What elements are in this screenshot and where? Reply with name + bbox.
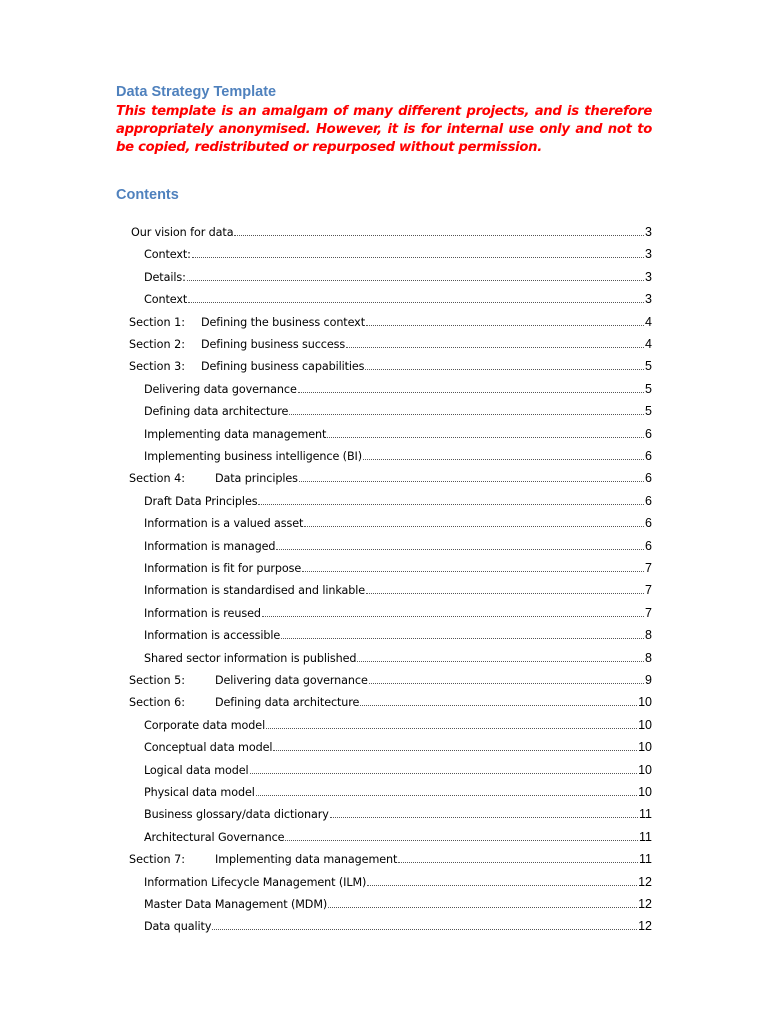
toc-entry-label: Defining business capabilities	[201, 360, 365, 374]
toc-entry-label: Information is reused	[144, 606, 261, 620]
toc-entry-label: Master Data Management (MDM)	[144, 898, 328, 911]
toc-entry[interactable]	[129, 667, 652, 687]
toc-page-number: 3	[645, 225, 652, 239]
toc-entry-label: Information is managed	[144, 539, 276, 553]
toc-dot-leader	[188, 301, 644, 303]
toc-entry-label: Information is a valued asset	[144, 517, 304, 531]
toc-page-number: 5	[645, 404, 652, 419]
toc-page-number: 7	[645, 561, 652, 575]
toc-page-number: 7	[645, 605, 652, 620]
toc-entry[interactable]	[144, 712, 652, 732]
toc-entry[interactable]	[144, 913, 652, 933]
toc-entry-label: Physical data model	[144, 786, 255, 799]
toc-dot-leader	[187, 279, 644, 281]
toc-entry-label: Data principles	[215, 472, 298, 486]
toc-page-number: 6	[645, 538, 652, 553]
toc-page-number: 8	[645, 650, 652, 665]
toc-entry[interactable]	[144, 421, 652, 441]
toc-dot-leader	[250, 772, 638, 774]
toc-entry[interactable]	[131, 219, 652, 239]
confidentiality-notice: This template is an amalgam of many different projects, and is therefore appropriately anonymised. However, it is for internal use only and not to be copied, redistributed or repurposed without permission.	[116, 104, 652, 155]
toc-entry[interactable]	[129, 689, 652, 709]
toc-page-number: 3	[645, 269, 652, 284]
toc-page-number: 5	[645, 359, 652, 374]
toc-dot-leader	[367, 884, 637, 886]
toc-page-number: 12	[638, 897, 652, 911]
toc-entry-label: Information is fit for purpose	[144, 562, 302, 575]
toc-entry-label: Defining data architecture	[215, 696, 360, 710]
toc-page-number: 10	[638, 762, 652, 777]
toc-section-number: Section 4:	[129, 472, 186, 486]
toc-entry[interactable]	[144, 824, 652, 844]
toc-entry[interactable]	[144, 398, 652, 418]
toc-dot-leader	[330, 816, 638, 818]
toc-dot-leader	[328, 906, 637, 908]
toc-dot-leader	[327, 436, 644, 438]
toc-dot-leader	[304, 525, 644, 527]
toc-entry-label: Implementing business intelligence (BI)	[144, 450, 362, 463]
toc-entry[interactable]	[144, 443, 652, 463]
toc-dot-leader	[302, 570, 644, 572]
toc-dot-leader	[276, 548, 644, 550]
toc-dot-leader	[299, 480, 644, 482]
toc-entry[interactable]	[144, 734, 652, 754]
toc-dot-leader	[366, 592, 644, 594]
toc-dot-leader	[363, 458, 644, 460]
toc-dot-leader	[357, 660, 644, 662]
toc-dot-leader	[365, 368, 644, 370]
toc-dot-leader	[258, 503, 644, 505]
toc-entry-label: Draft Data Principles	[144, 494, 258, 508]
toc-entry-label: Defining data architecture	[144, 405, 289, 419]
toc-entry[interactable]	[129, 309, 652, 329]
toc-dot-leader	[369, 682, 644, 684]
toc-entry[interactable]	[144, 555, 652, 575]
toc-entry-label: Logical data model	[144, 763, 249, 777]
toc-entry[interactable]	[144, 891, 652, 911]
toc-section-number: Section 6:	[129, 696, 186, 710]
toc-entry-label: Delivering data governance	[144, 382, 297, 396]
toc-dot-leader	[281, 637, 644, 639]
toc-entry-label: Defining business success	[201, 338, 346, 351]
toc-entry[interactable]	[144, 869, 652, 889]
toc-entry-label: Defining the business context	[201, 315, 365, 329]
toc-page-number: 11	[639, 829, 652, 844]
toc-dot-leader	[398, 861, 638, 863]
toc-entry-label: Conceptual data model	[144, 741, 273, 755]
toc-page-number: 5	[645, 381, 652, 396]
toc-page-number: 8	[645, 628, 652, 643]
toc-entry-label: Architectural Governance	[144, 830, 285, 844]
toc-entry[interactable]	[144, 600, 652, 620]
toc-entry[interactable]	[144, 241, 652, 261]
toc-page-number: 3	[645, 247, 652, 262]
toc-entry-label: Our vision for data	[131, 226, 234, 239]
toc-entry[interactable]	[129, 353, 652, 373]
toc-entry[interactable]	[144, 577, 652, 597]
toc-entry[interactable]	[144, 376, 652, 396]
toc-entry-label: Business glossary/data dictionary	[144, 808, 329, 822]
toc-entry[interactable]	[144, 488, 652, 508]
contents-heading: Contents	[116, 187, 179, 203]
toc-entry[interactable]	[144, 622, 652, 642]
toc-dot-leader	[212, 928, 637, 930]
toc-entry-label: Implementing data management	[144, 427, 327, 441]
toc-section-number: Section 1:	[129, 315, 186, 329]
toc-dot-leader	[366, 324, 644, 326]
toc-dot-leader	[289, 413, 644, 415]
toc-entry-label: Context	[144, 293, 188, 307]
toc-entry-label: Details:	[144, 270, 186, 284]
toc-page-number: 6	[645, 493, 652, 508]
toc-section-number: Section 7:	[129, 853, 186, 867]
toc-section-number: Section 3:	[129, 360, 186, 374]
toc-page-number: 10	[638, 695, 652, 710]
toc-page-number: 4	[645, 314, 652, 329]
toc-dot-leader	[262, 615, 644, 617]
toc-entry-label: Shared sector information is published	[144, 651, 357, 665]
toc-page-number: 11	[639, 852, 652, 867]
toc-entry-label: Information is standardised and linkable	[144, 584, 366, 598]
toc-dot-leader	[346, 346, 644, 348]
toc-entry-label: Context:	[144, 248, 191, 262]
toc-entry[interactable]	[144, 645, 652, 665]
toc-entry[interactable]	[144, 779, 652, 799]
toc-page-number: 6	[645, 426, 652, 441]
toc-entry-label: Information is accessible	[144, 629, 281, 643]
toc-dot-leader	[192, 256, 644, 258]
toc-entry[interactable]	[144, 533, 652, 553]
toc-dot-leader	[285, 839, 638, 841]
toc-section-number: Section 5:	[129, 674, 186, 687]
toc-page-number: 9	[645, 673, 652, 687]
toc-entry[interactable]	[129, 465, 652, 485]
toc-page-number: 10	[638, 740, 652, 755]
toc-page-number: 7	[645, 583, 652, 598]
toc-entry[interactable]	[144, 801, 652, 821]
toc-dot-leader	[273, 749, 637, 751]
toc-entry-label: Information Lifecycle Management (ILM)	[144, 875, 367, 889]
toc-entry[interactable]	[144, 264, 652, 284]
toc-page-number: 6	[645, 449, 652, 463]
toc-dot-leader	[360, 704, 637, 706]
toc-entry-label: Data quality	[144, 920, 212, 934]
toc-entry[interactable]	[129, 846, 652, 866]
toc-section-number: Section 2:	[129, 338, 186, 351]
toc-entry-label: Corporate data model	[144, 718, 266, 732]
toc-page-number: 12	[638, 874, 652, 889]
toc-entry[interactable]	[144, 510, 652, 530]
toc-entry[interactable]	[144, 757, 652, 777]
toc-dot-leader	[256, 794, 637, 796]
toc-entry[interactable]	[144, 286, 652, 306]
toc-dot-leader	[298, 391, 644, 393]
toc-page-number: 6	[645, 516, 652, 531]
toc-page-number: 3	[645, 292, 652, 307]
toc-entry-label: Implementing data management	[215, 853, 398, 867]
toc-page-number: 12	[638, 919, 652, 934]
toc-page-number: 10	[638, 717, 652, 732]
document-title: Data Strategy Template	[116, 84, 277, 100]
toc-dot-leader	[234, 234, 644, 236]
toc-page-number: 4	[645, 337, 652, 351]
toc-page-number: 11	[639, 807, 652, 822]
toc-entry-label: Delivering data governance	[215, 674, 368, 687]
toc-dot-leader	[266, 727, 637, 729]
toc-entry[interactable]	[129, 331, 652, 351]
toc-page-number: 10	[638, 785, 652, 799]
toc-page-number: 6	[645, 471, 652, 486]
